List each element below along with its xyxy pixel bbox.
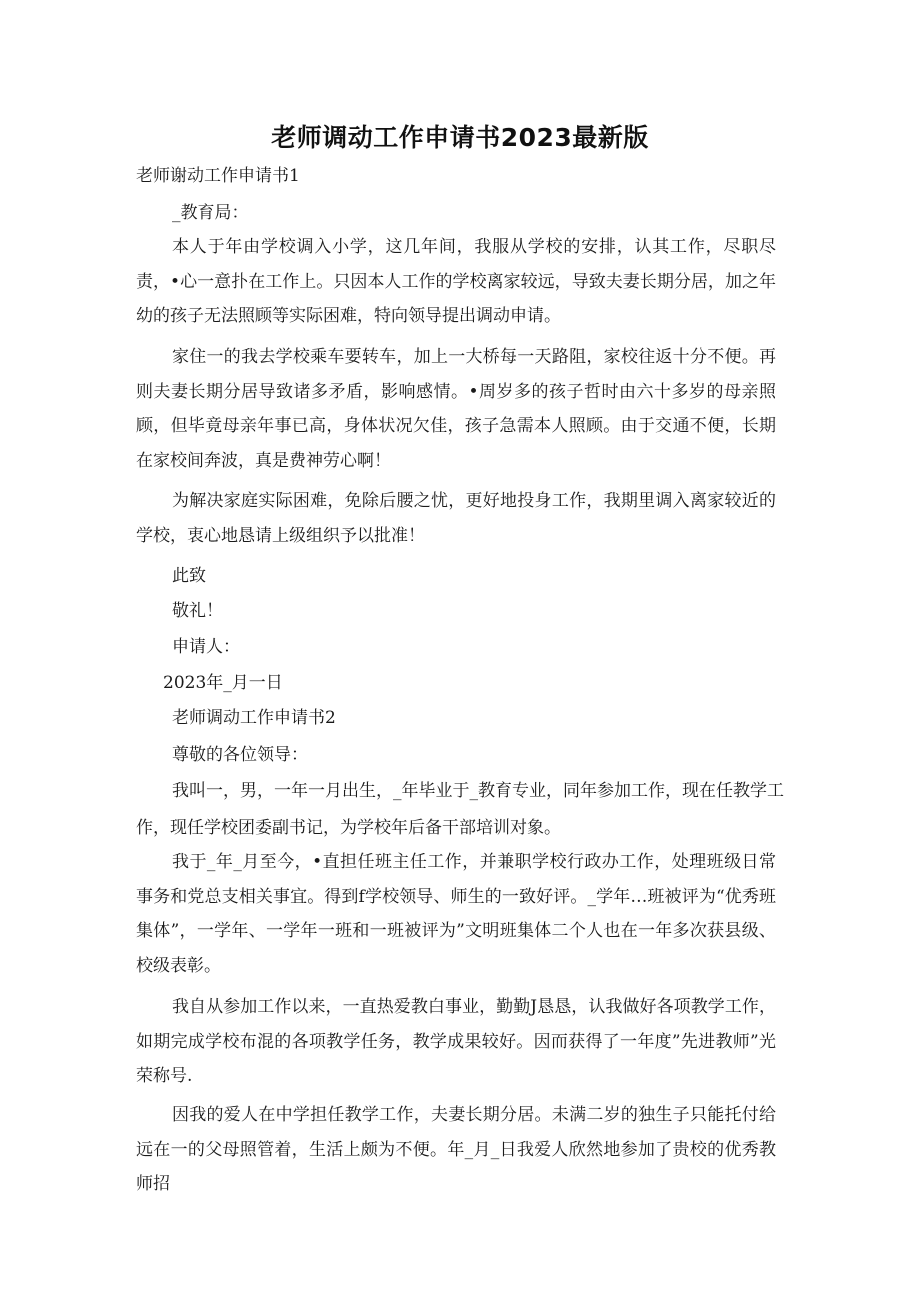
section2-intro-line-1: 我叫一，男，一年一月出生，_年毕业于_教育专业，同年参加工作，现在任教学工 — [172, 781, 784, 801]
section2-paragraph-2: 我自从参加工作以来，一直热爱教白事业，勤勤J恳恳，认我做好各项教学工作，如期完成学校布混的各项教学任务，教学成果较好。因而获得了一年度”先进教师”光荣称号. — [136, 997, 776, 1086]
section1-salutation: _教育局： — [172, 203, 249, 223]
section1-closing: 此致 — [172, 566, 206, 586]
section2-intro-line-2: 作，现任学校团委副书记，为学校年后备干部培训对象。 — [136, 818, 561, 838]
section1-date: 2023年_月一日 — [163, 673, 283, 693]
section1-paragraph-3: 为解决家庭实际困难，免除后腰之忧，更好地投身工作，我期里调入离家较近的学校，衷心地恳请上级组织予以批准！ — [136, 491, 776, 546]
section2-paragraph-3: 因我的爱人在中学担任教学工作，夫妻长期分居。未满二岁的独生子只能托付给远在一的父母照管着，生活上颇为不便。年_月_日我爱人欣然地参加了贵校的优秀教师招 — [136, 1105, 776, 1194]
section1-paragraph-1: 本人于年由学校调入小学，这几年间，我服从学校的安排，认其工作，尽职尽责，•心一意扑在工作上。只因本人工作的学校离家较远，导致夫妻长期分居，加之年幼的孩子无法照顾等实际困难，特向领导提出调动申请。 — [136, 237, 776, 326]
section1-regards: 敬礼！ — [172, 601, 223, 621]
section2-salutation: 尊敬的各位领导： — [172, 745, 308, 765]
section1-paragraph-2: 家住一的我去学校乘车要转车，加上一大桥每一天路阻，家校往返十分不便。再则夫妻长期分居导致诸多矛盾，影响感情。•周岁多的孩子哲时由六十多岁的母亲照顾，但毕竟母亲年事已高，身体状况欠佳，孩子急需本人照顾。由于交通不便，长期在家校间奔波，真是费神劳心啊！ — [136, 347, 776, 471]
section2-paragraph-1: 我于_年_月至今，•直担任班主任工作，并兼职学校行政办工作，处理班级日常事务和党总支相关事宜。得到f学校领导、师生的一致好评。_学年…班被评为“优秀班集体”，一学年、一学年一班和一班被评为”文明班集体二个人也在一年多次获县级、校级表彰。 — [136, 852, 776, 976]
document-title: 老师调动工作申请书2023最新版 — [271, 123, 649, 152]
section1-heading: 老师谢动工作申请书1 — [136, 166, 300, 186]
section2-heading: 老师调动工作申请书2 — [172, 708, 336, 728]
section1-applicant: 申请人： — [172, 637, 240, 657]
